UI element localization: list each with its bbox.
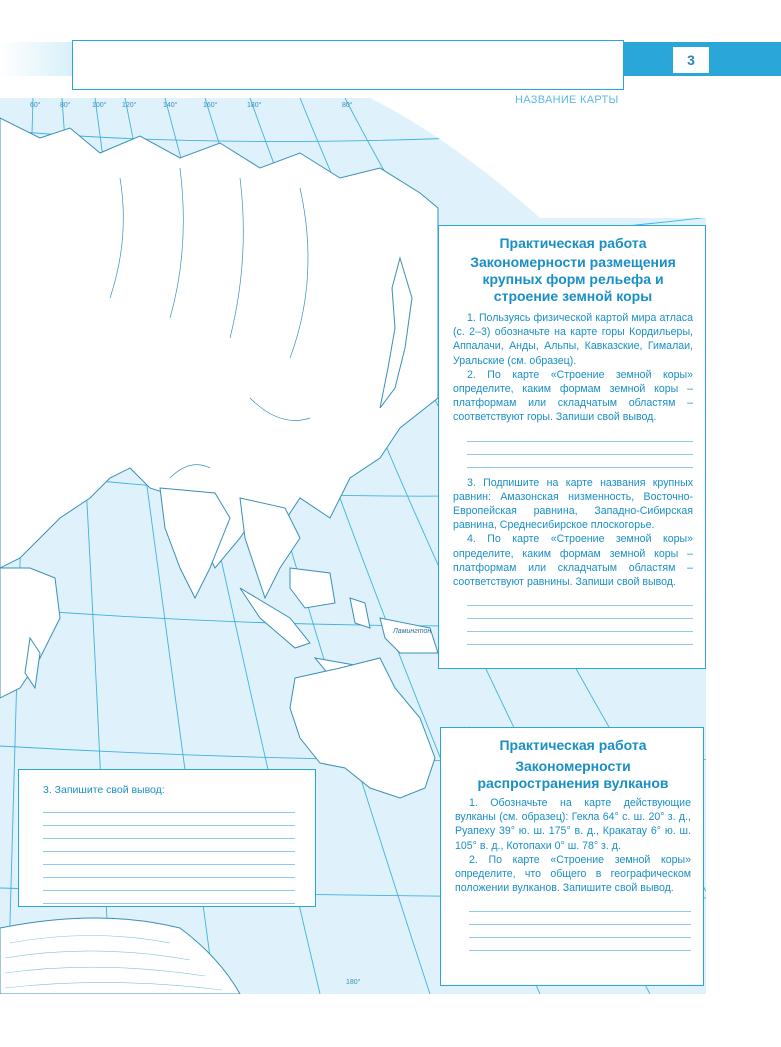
conclusion-answer-lines[interactable] <box>43 800 295 904</box>
practical-work-panel-volcanoes <box>440 727 704 986</box>
panel1-answer-lines-1[interactable] <box>467 429 693 468</box>
conclusion-label: 3. Запишите свой вывод: <box>43 784 165 796</box>
answer-line[interactable] <box>469 899 691 912</box>
lon-label-3: 100° <box>92 102 107 109</box>
answer-line[interactable] <box>43 826 295 839</box>
answer-line[interactable] <box>469 925 691 938</box>
lon-label-4: 120° <box>122 102 137 109</box>
panel1-task2: 2. По карте «Строение земной коры» определите, каким формам земной коры – платформам или складчатым областям – соответствуют горы. Запиши свой вывод. <box>453 368 693 424</box>
answer-line[interactable] <box>467 632 693 645</box>
answer-line[interactable] <box>467 455 693 468</box>
panel1-task1: 1. Пользуясь физической картой мира атласа (с. 2–3) обозначьте на карте горы Кордильеры, Аппалачи, Анды, Альпы, Кавказские, Гималаи, Уральские (см. образец). <box>453 312 693 367</box>
lon-label-2: 80° <box>60 102 71 109</box>
page-number: 3 <box>672 46 710 74</box>
answer-line[interactable] <box>469 938 691 951</box>
answer-line[interactable] <box>467 442 693 455</box>
practical-work-panel-relief <box>438 225 706 669</box>
panel2-answer-lines[interactable] <box>469 899 691 951</box>
answer-line[interactable] <box>43 800 295 813</box>
lon-label-bottom: 180° <box>346 979 361 986</box>
panel1-task3: 3. Подпишите на карте названия крупных равнин: Амазонская низменность, Восточно-Европейская равнина, Западно-Сибирская равнина, Среднесибирское плоскогорье. <box>453 476 693 532</box>
panel1-answer-lines-2[interactable] <box>467 593 693 645</box>
lon-label-5: 140° <box>163 102 178 109</box>
answer-line[interactable] <box>43 878 295 891</box>
lon-label-7: 180° <box>247 102 262 109</box>
answer-line[interactable] <box>467 429 693 442</box>
map-title-input-box[interactable] <box>72 40 624 90</box>
panel2-task2: 2. По карте «Строение земной коры» определите, что общего в географическом положении вулканов. Запишите свой вывод. <box>455 853 691 895</box>
answer-line[interactable] <box>469 912 691 925</box>
lon-label-6: 160° <box>203 102 218 109</box>
answer-line[interactable] <box>43 839 295 852</box>
answer-line[interactable] <box>43 852 295 865</box>
answer-line[interactable] <box>43 813 295 826</box>
panel1-task4: 4. По карте «Строение земной коры» определите, каким формам земной коры – платформам или складчатым областям – соответствуют равнины. Запиши свой вывод. <box>453 533 693 589</box>
answer-line[interactable] <box>467 606 693 619</box>
answer-line[interactable] <box>467 619 693 632</box>
answer-line[interactable] <box>43 891 295 904</box>
panel2-subtitle: Закономерности распространения вулканов <box>477 758 669 791</box>
panel2-title: Практическая работа <box>499 737 647 753</box>
lon-label-8: 80° <box>342 102 353 109</box>
conclusion-box <box>18 769 316 907</box>
panel1-subtitle: Закономерности размещения крупных форм рельефа и строение земной коры <box>470 254 676 304</box>
panel2-task1: 1. Обозначьте на карте действующие вулканы (см. образец): Гекла 64° с. ш. 20° з. д., Руапеху 39° ю. ш. 175° в. д., Кракатау 6° ю. ш. 105° в. д., Котопахи 0° ш. 78° з. д. <box>455 797 691 852</box>
lamington-label: Ламингтон <box>393 628 432 635</box>
answer-line[interactable] <box>467 593 693 606</box>
lon-label-1: 60° <box>30 102 41 109</box>
answer-line[interactable] <box>43 865 295 878</box>
map-name-caption: НАЗВАНИЕ КАРТЫ <box>515 94 619 106</box>
panel1-title: Практическая работа <box>499 235 647 251</box>
